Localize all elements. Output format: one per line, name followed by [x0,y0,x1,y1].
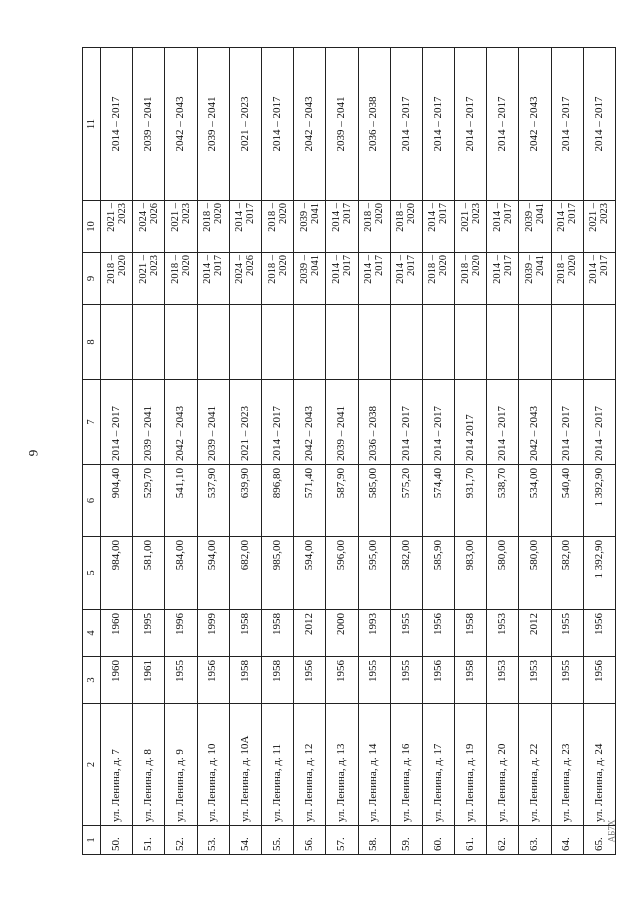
address-cell: ул. Ленина, д. 20 [487,704,519,826]
total-area-cell: 682,00 [229,537,261,610]
construction-year-cell: 1955 [390,657,422,704]
construction-year-cell: 1953 [519,657,551,704]
table-row [583,48,615,855]
table-region [82,48,616,855]
table-row [133,48,165,855]
row-number-cell: 61. [455,826,487,855]
period-cell: 2014 – 2017 [583,380,615,465]
renovation-year-cell: 1956 [422,610,454,657]
period-cell: 2014 – 2017 [422,201,454,253]
period-cell: 2014 – 2017 [422,380,454,465]
period-cell: 2039 – 2041 [326,48,358,201]
period-cell: 2042 – 2043 [165,48,197,201]
period-cell: 2039 – 2041 [197,48,229,201]
living-area-cell: 529,70 [133,465,165,537]
table-row [261,48,293,855]
total-area-cell: 582,00 [551,537,583,610]
period-cell: 2036 – 2038 [358,380,390,465]
empty-cell [133,305,165,380]
period-cell: 2024 – 2026 [133,201,165,253]
living-area-cell: 639,90 [229,465,261,537]
row-number-cell: 58. [358,826,390,855]
period-cell: 2024 – 2026 [229,253,261,305]
construction-year-cell: 1956 [422,657,454,704]
address-cell: ул. Ленина, д. 14 [358,704,390,826]
row-number-cell: 55. [261,826,293,855]
renovation-year-cell: 1960 [101,610,133,657]
period-cell: 2039 – 2041 [519,201,551,253]
living-area-cell: 904,40 [101,465,133,537]
period-cell: 2014 – 2017 [583,253,615,305]
row-number-cell: 65. [583,826,615,855]
address-cell: ул. Ленина, д. 24 [583,704,615,826]
period-cell: 2014 – 2017 [487,380,519,465]
table-row [519,48,551,855]
total-area-cell: 596,00 [326,537,358,610]
period-cell: 2021 – 2023 [455,201,487,253]
header-cell: 6 [83,465,101,537]
table-row [229,48,261,855]
construction-year-cell: 1955 [551,657,583,704]
row-number-cell: 59. [390,826,422,855]
period-cell: 2014 – 2017 [390,253,422,305]
address-cell: ул. Ленина, д. 9 [165,704,197,826]
row-number-cell: 53. [197,826,229,855]
empty-cell [519,305,551,380]
period-cell: 2014 – 2017 [326,201,358,253]
period-cell: 2039 – 2041 [294,201,326,253]
period-cell: 2039 – 2041 [326,380,358,465]
row-number-cell: 57. [326,826,358,855]
table-row [422,48,454,855]
period-cell: 2042 – 2043 [519,48,551,201]
empty-cell [455,305,487,380]
row-number-cell: 56. [294,826,326,855]
total-area-cell: 983,00 [455,537,487,610]
total-area-cell: 581,00 [133,537,165,610]
row-number-cell: 50. [101,826,133,855]
living-area-cell: 1 392,90 [583,465,615,537]
renovation-year-cell: 1995 [133,610,165,657]
empty-cell [229,305,261,380]
construction-year-cell: 1956 [197,657,229,704]
period-cell: 2021 – 2023 [229,380,261,465]
living-area-cell: 575,20 [390,465,422,537]
renovation-year-cell: 1953 [487,610,519,657]
table-row [551,48,583,855]
living-area-cell: 541,10 [165,465,197,537]
renovation-year-cell: 1956 [583,610,615,657]
total-area-cell: 595,00 [358,537,390,610]
address-cell: ул. Ленина, д. 10А [229,704,261,826]
renovation-year-cell: 1958 [261,610,293,657]
table-row [197,48,229,855]
row-number-cell: 60. [422,826,454,855]
period-cell: 2014 – 2017 [390,380,422,465]
renovation-year-cell: 1993 [358,610,390,657]
construction-year-cell: 1953 [487,657,519,704]
header-cell: 4 [83,610,101,657]
empty-cell [422,305,454,380]
address-cell: ул. Ленина, д. 22 [519,704,551,826]
table-row [390,48,422,855]
period-cell: 2014 – 2017 [551,201,583,253]
table-row [358,48,390,855]
construction-year-cell: 1958 [455,657,487,704]
row-number-cell: 64. [551,826,583,855]
living-area-cell: 537,90 [197,465,229,537]
total-area-cell: 580,00 [487,537,519,610]
empty-cell [326,305,358,380]
header-cell: 8 [83,305,101,380]
period-cell: 2014 – 2017 [101,48,133,201]
header-row [83,48,101,855]
period-cell: 2014 – 2017 [551,380,583,465]
housing-repair-schedule-table [82,47,616,855]
living-area-cell: 574,40 [422,465,454,537]
table-row [326,48,358,855]
address-cell: ул. Ленина, д. 7 [101,704,133,826]
period-cell: 2018 – 2020 [261,253,293,305]
period-cell: 2042 – 2043 [519,380,551,465]
renovation-year-cell: 2012 [519,610,551,657]
address-cell: ул. Ленина, д. 11 [261,704,293,826]
living-area-cell: 587,90 [326,465,358,537]
construction-year-cell: 1955 [358,657,390,704]
renovation-year-cell: 1958 [229,610,261,657]
renovation-year-cell: 1955 [551,610,583,657]
renovation-year-cell: 2012 [294,610,326,657]
header-cell: 3 [83,657,101,704]
total-area-cell: 594,00 [294,537,326,610]
table-row [101,48,133,855]
period-cell: 2014 – 2017 [261,380,293,465]
period-cell: 2036 – 2038 [358,48,390,201]
address-cell: ул. Ленина, д. 12 [294,704,326,826]
rotated-table-frame [82,48,616,855]
header-cell: 10 [83,201,101,253]
period-cell: 2021 – 2023 [101,201,133,253]
address-cell: ул. Ленина, д. 16 [390,704,422,826]
table-row [487,48,519,855]
construction-year-cell: 1955 [165,657,197,704]
renovation-year-cell: 1999 [197,610,229,657]
row-number-cell: 54. [229,826,261,855]
header-cell: 7 [83,380,101,465]
period-cell: 2014 – 2017 [197,253,229,305]
period-cell: 2018 – 2020 [551,253,583,305]
address-cell: ул. Ленина, д. 8 [133,704,165,826]
period-cell: 2014 – 2017 [551,48,583,201]
total-area-cell: 580,00 [519,537,551,610]
period-cell: 2018 – 2020 [165,253,197,305]
total-area-cell: 585,90 [422,537,454,610]
empty-cell [583,305,615,380]
header-cell: 11 [83,48,101,201]
period-cell: 2021 – 2023 [133,253,165,305]
empty-cell [390,305,422,380]
construction-year-cell: 1956 [583,657,615,704]
period-cell: 2018 – 2020 [390,201,422,253]
period-cell: 2021 – 2023 [583,201,615,253]
period-cell: 2018 – 2020 [358,201,390,253]
renovation-year-cell: 2000 [326,610,358,657]
period-cell: 2039 – 2041 [519,253,551,305]
total-area-cell: 1 392,90 [583,537,615,610]
construction-year-cell: 1960 [101,657,133,704]
table-row [455,48,487,855]
period-cell: 2021 – 2023 [165,201,197,253]
period-cell: 2014 – 2017 [487,48,519,201]
renovation-year-cell: 1958 [455,610,487,657]
period-cell: 2021 – 2023 [229,48,261,201]
living-area-cell: 896,80 [261,465,293,537]
construction-year-cell: 1956 [326,657,358,704]
construction-year-cell: 1958 [261,657,293,704]
header-cell: 9 [83,253,101,305]
period-cell: 2014 – 2017 [487,253,519,305]
empty-cell [487,305,519,380]
living-area-cell: 534,00 [519,465,551,537]
address-cell: ул. Ленина, д. 23 [551,704,583,826]
period-cell: 2018 – 2020 [197,201,229,253]
period-cell: 2014 – 2017 [229,201,261,253]
total-area-cell: 584,00 [165,537,197,610]
total-area-cell: 594,00 [197,537,229,610]
total-area-cell: 985,00 [261,537,293,610]
period-cell: 2042 – 2043 [165,380,197,465]
period-cell: 2014 – 2017 [583,48,615,201]
period-cell: 2039 – 2041 [133,380,165,465]
construction-year-cell: 1961 [133,657,165,704]
period-cell: 2039 – 2041 [294,253,326,305]
period-cell: 2018 – 2020 [422,253,454,305]
address-cell: ул. Ленина, д. 19 [455,704,487,826]
construction-year-cell: 1956 [294,657,326,704]
empty-cell [261,305,293,380]
row-number-cell: 51. [133,826,165,855]
period-cell: 2018 – 2020 [101,253,133,305]
empty-cell [294,305,326,380]
period-cell: 2042 – 2043 [294,380,326,465]
empty-cell [551,305,583,380]
empty-cell [197,305,229,380]
period-cell: 2014 – 2017 [455,48,487,201]
address-cell: ул. Ленина, д. 17 [422,704,454,826]
header-cell: 2 [83,704,101,826]
period-cell: 2014 – 2017 [358,253,390,305]
period-cell: 2039 – 2041 [133,48,165,201]
row-number-cell: 63. [519,826,551,855]
period-cell: 2039 – 2041 [197,380,229,465]
total-area-cell: 984,00 [101,537,133,610]
table-row [165,48,197,855]
period-cell: 2014 – 2017 [261,48,293,201]
period-cell: 2014 2017 [455,380,487,465]
construction-year-cell: 1958 [229,657,261,704]
address-cell: ул. Ленина, д. 10 [197,704,229,826]
period-cell: 2042 – 2043 [294,48,326,201]
living-area-cell: 931,70 [455,465,487,537]
page-number: 9 [25,449,41,457]
period-cell: 2014 – 2017 [390,48,422,201]
total-area-cell: 582,00 [390,537,422,610]
row-number-cell: 52. [165,826,197,855]
living-area-cell: 585,00 [358,465,390,537]
renovation-year-cell: 1996 [165,610,197,657]
living-area-cell: 571,40 [294,465,326,537]
period-cell: 2018 – 2020 [261,201,293,253]
period-cell: 2014 – 2017 [101,380,133,465]
empty-cell [358,305,390,380]
period-cell: 2018 – 2020 [455,253,487,305]
living-area-cell: 538,70 [487,465,519,537]
header-cell: 1 [83,826,101,855]
table-row [294,48,326,855]
empty-cell [165,305,197,380]
living-area-cell: 540,40 [551,465,583,537]
address-cell: ул. Ленина, д. 13 [326,704,358,826]
period-cell: 2014 – 2017 [326,253,358,305]
empty-cell [101,305,133,380]
period-cell: 2014 – 2017 [487,201,519,253]
footer-mark: АБ7Х [606,819,617,843]
renovation-year-cell: 1955 [390,610,422,657]
period-cell: 2014 – 2017 [422,48,454,201]
row-number-cell: 62. [487,826,519,855]
header-cell: 5 [83,537,101,610]
